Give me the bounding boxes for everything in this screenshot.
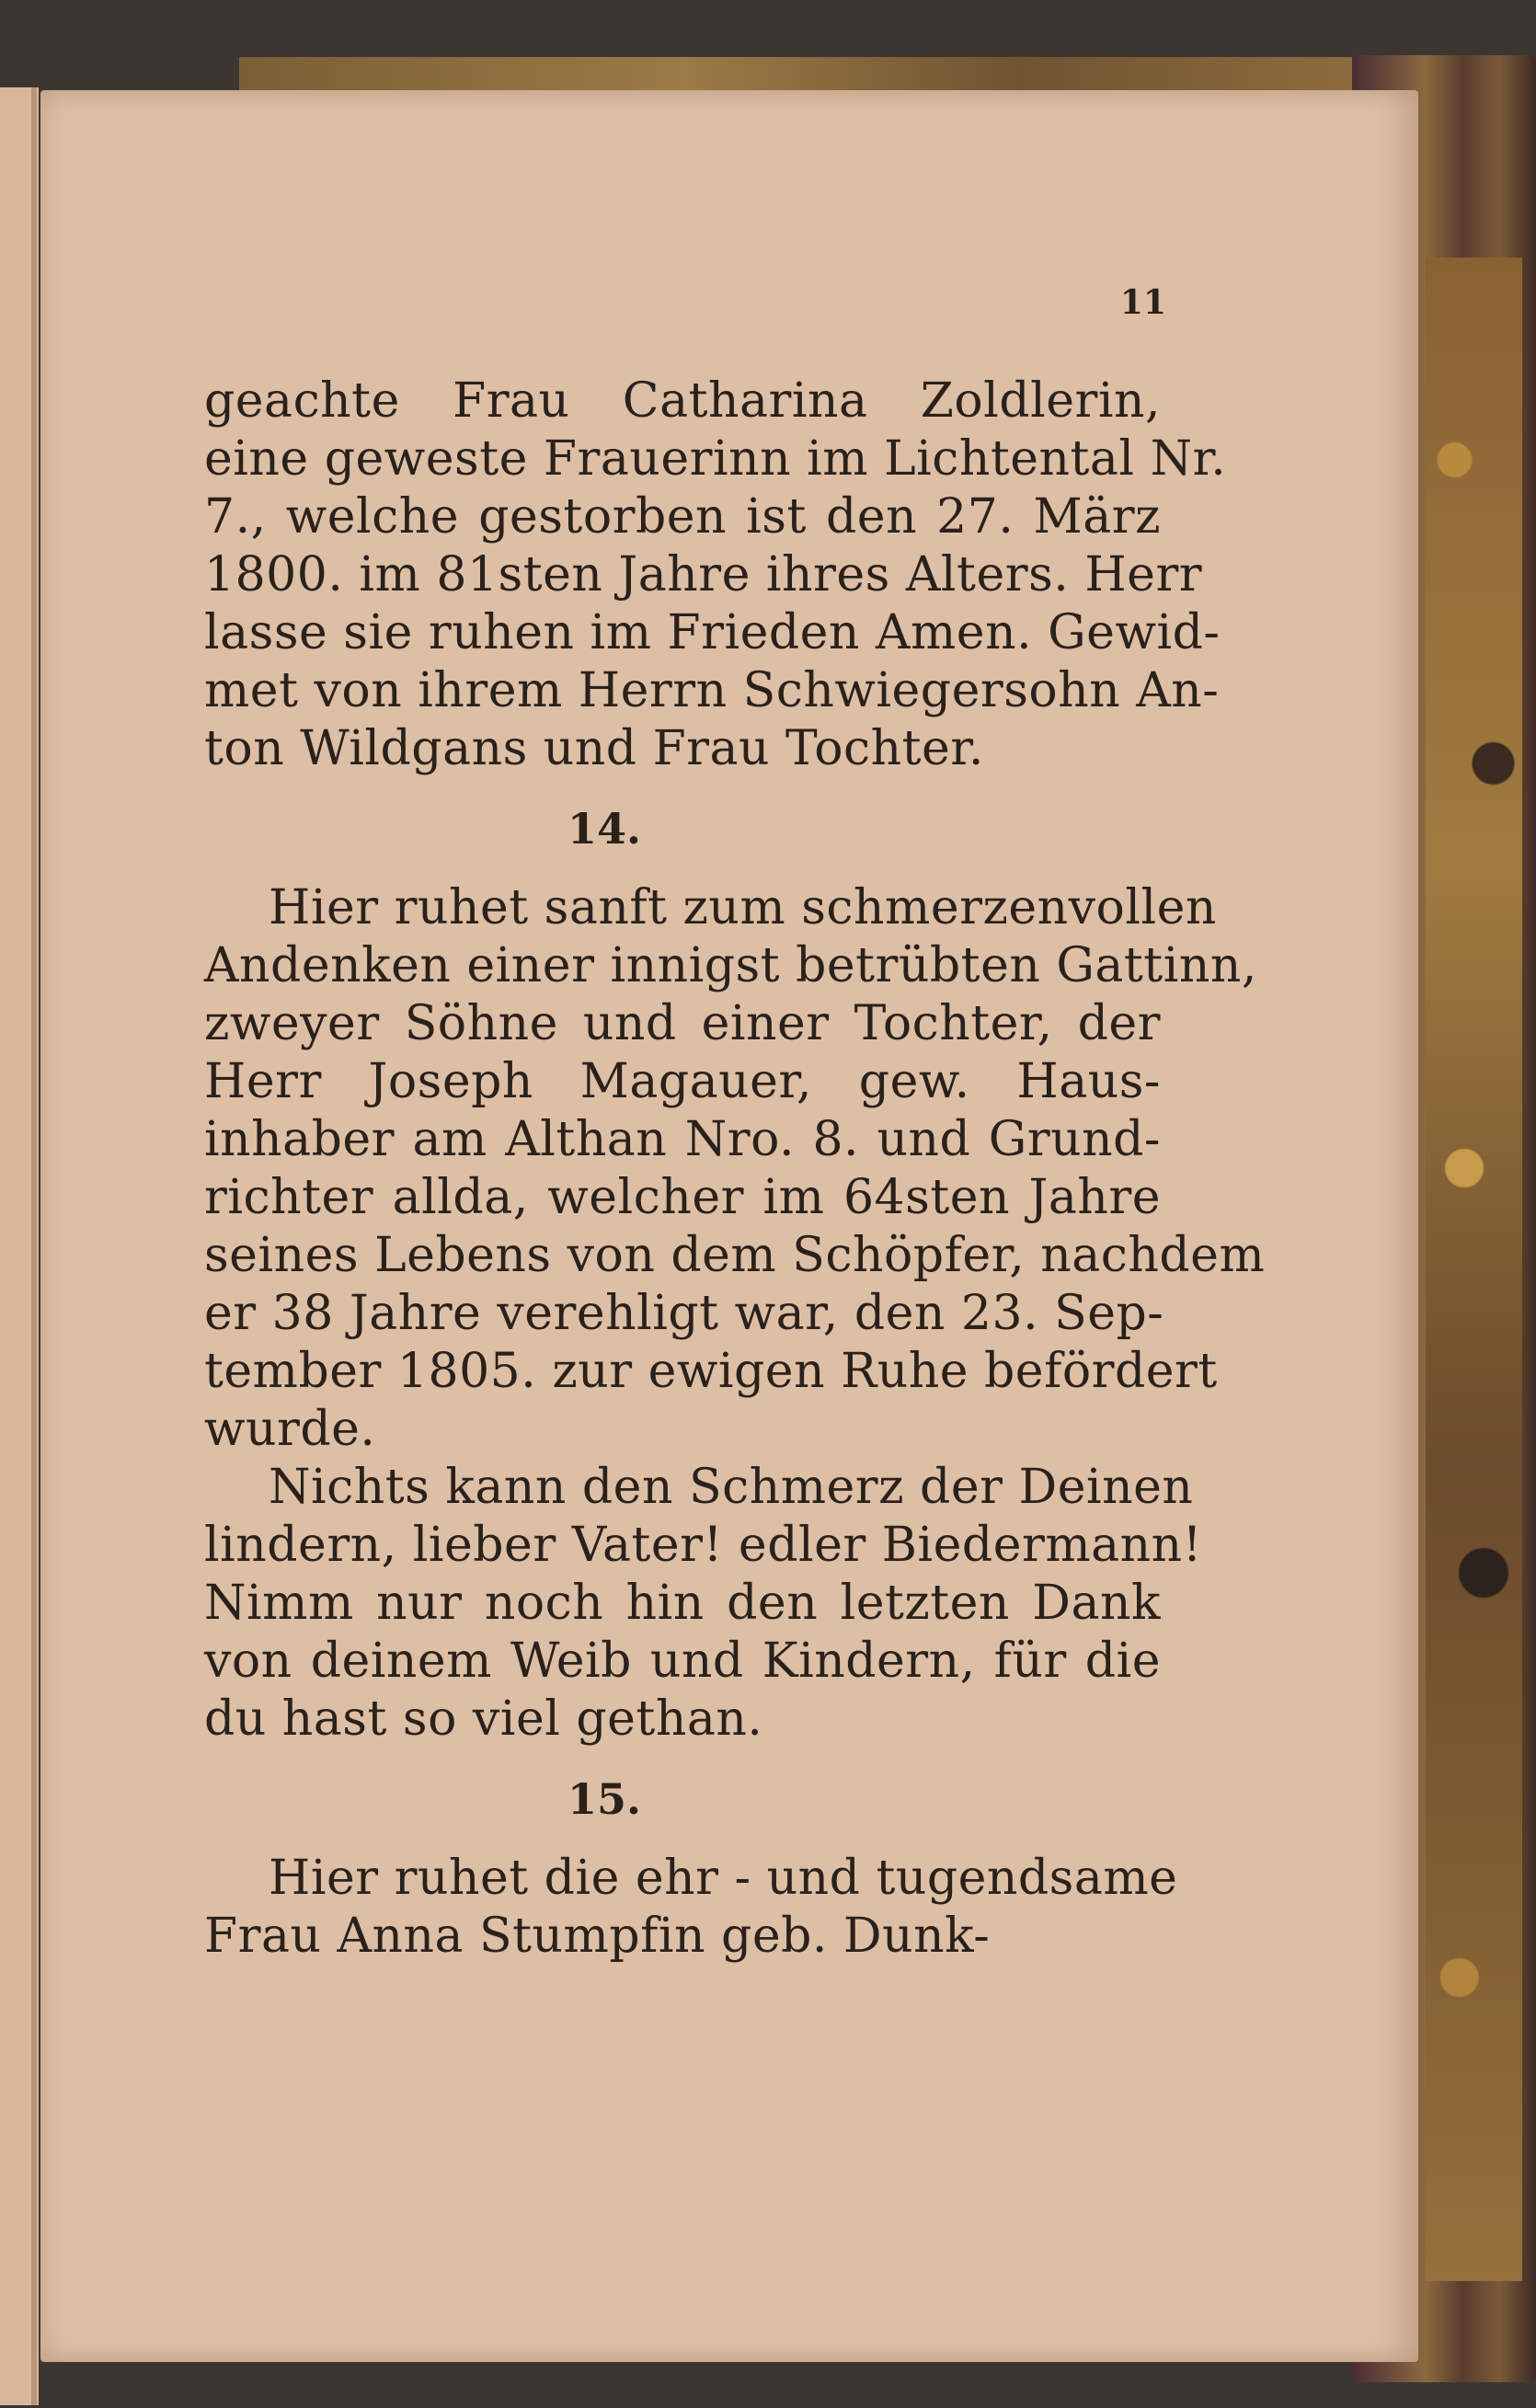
text-line: Herr Joseph Magauer, gew. Haus- xyxy=(204,1054,1161,1109)
text-line: er 38 Jahre verehligt war, den 23. Sep- xyxy=(204,1286,1164,1341)
text-line: Andenken einer innigst betrübten Gattinn, xyxy=(204,938,1257,993)
verse-line: Nichts kann den Schmerz der Deinen xyxy=(269,1460,1194,1515)
text-line: Hier ruhet sanft zum schmerzenvollen xyxy=(269,880,1217,935)
verse-line: lindern, lieber Vater! edler Biedermann! xyxy=(204,1518,1203,1573)
verse-line: du hast so viel gethan. xyxy=(204,1691,763,1747)
text-line: tember 1805. zur ewigen Ruhe befördert xyxy=(204,1344,1218,1399)
text-line: inhaber am Althan Nro. 8. und Grund- xyxy=(204,1112,1161,1167)
text-line: wurde. xyxy=(204,1402,376,1457)
marbled-endpaper xyxy=(1426,258,1522,2281)
text-line: zweyer Söhne und einer Tochter, der xyxy=(204,996,1161,1051)
text-line: geachte Frau Catharina Zoldlerin, xyxy=(204,373,1161,429)
text-line: Frau Anna Stumpfin geb. Dunk- xyxy=(204,1909,991,1964)
text-line: seines Lebens von dem Schöpfer, nachdem xyxy=(204,1228,1266,1283)
text-line: 7., welche gestorben ist den 27. März xyxy=(204,489,1161,545)
entry-number: 15. xyxy=(567,1774,642,1824)
text-line: lasse sie ruhen im Frieden Amen. Gewid- xyxy=(204,605,1221,660)
verse-line: von deinem Weib und Kindern, für die xyxy=(204,1634,1161,1689)
entry-13-continuation xyxy=(204,373,1227,778)
text-line: met von ihrem Herrn Schwiegersohn An- xyxy=(204,663,1220,718)
entry-15 xyxy=(204,1850,1178,1966)
text-line: 1800. im 81sten Jahre ihres Alters. Herr xyxy=(204,547,1203,602)
page-number: 11 xyxy=(1119,283,1166,322)
entry-14 xyxy=(204,879,1266,1749)
entry-number: 14. xyxy=(567,804,642,854)
text-line: eine geweste Frauerinn im Lichtental Nr. xyxy=(204,431,1227,487)
text-line: richter allda, welcher im 64sten Jahre xyxy=(204,1170,1161,1225)
text-line: Hier ruhet die ehr - und tugendsame xyxy=(269,1851,1178,1906)
verse-line: Nimm nur noch hin den letzten Dank xyxy=(204,1576,1161,1631)
text-line: ton Wildgans und Frau Tochter. xyxy=(204,721,984,776)
page-text xyxy=(204,276,1266,1966)
gutter-shadow xyxy=(31,87,37,2405)
